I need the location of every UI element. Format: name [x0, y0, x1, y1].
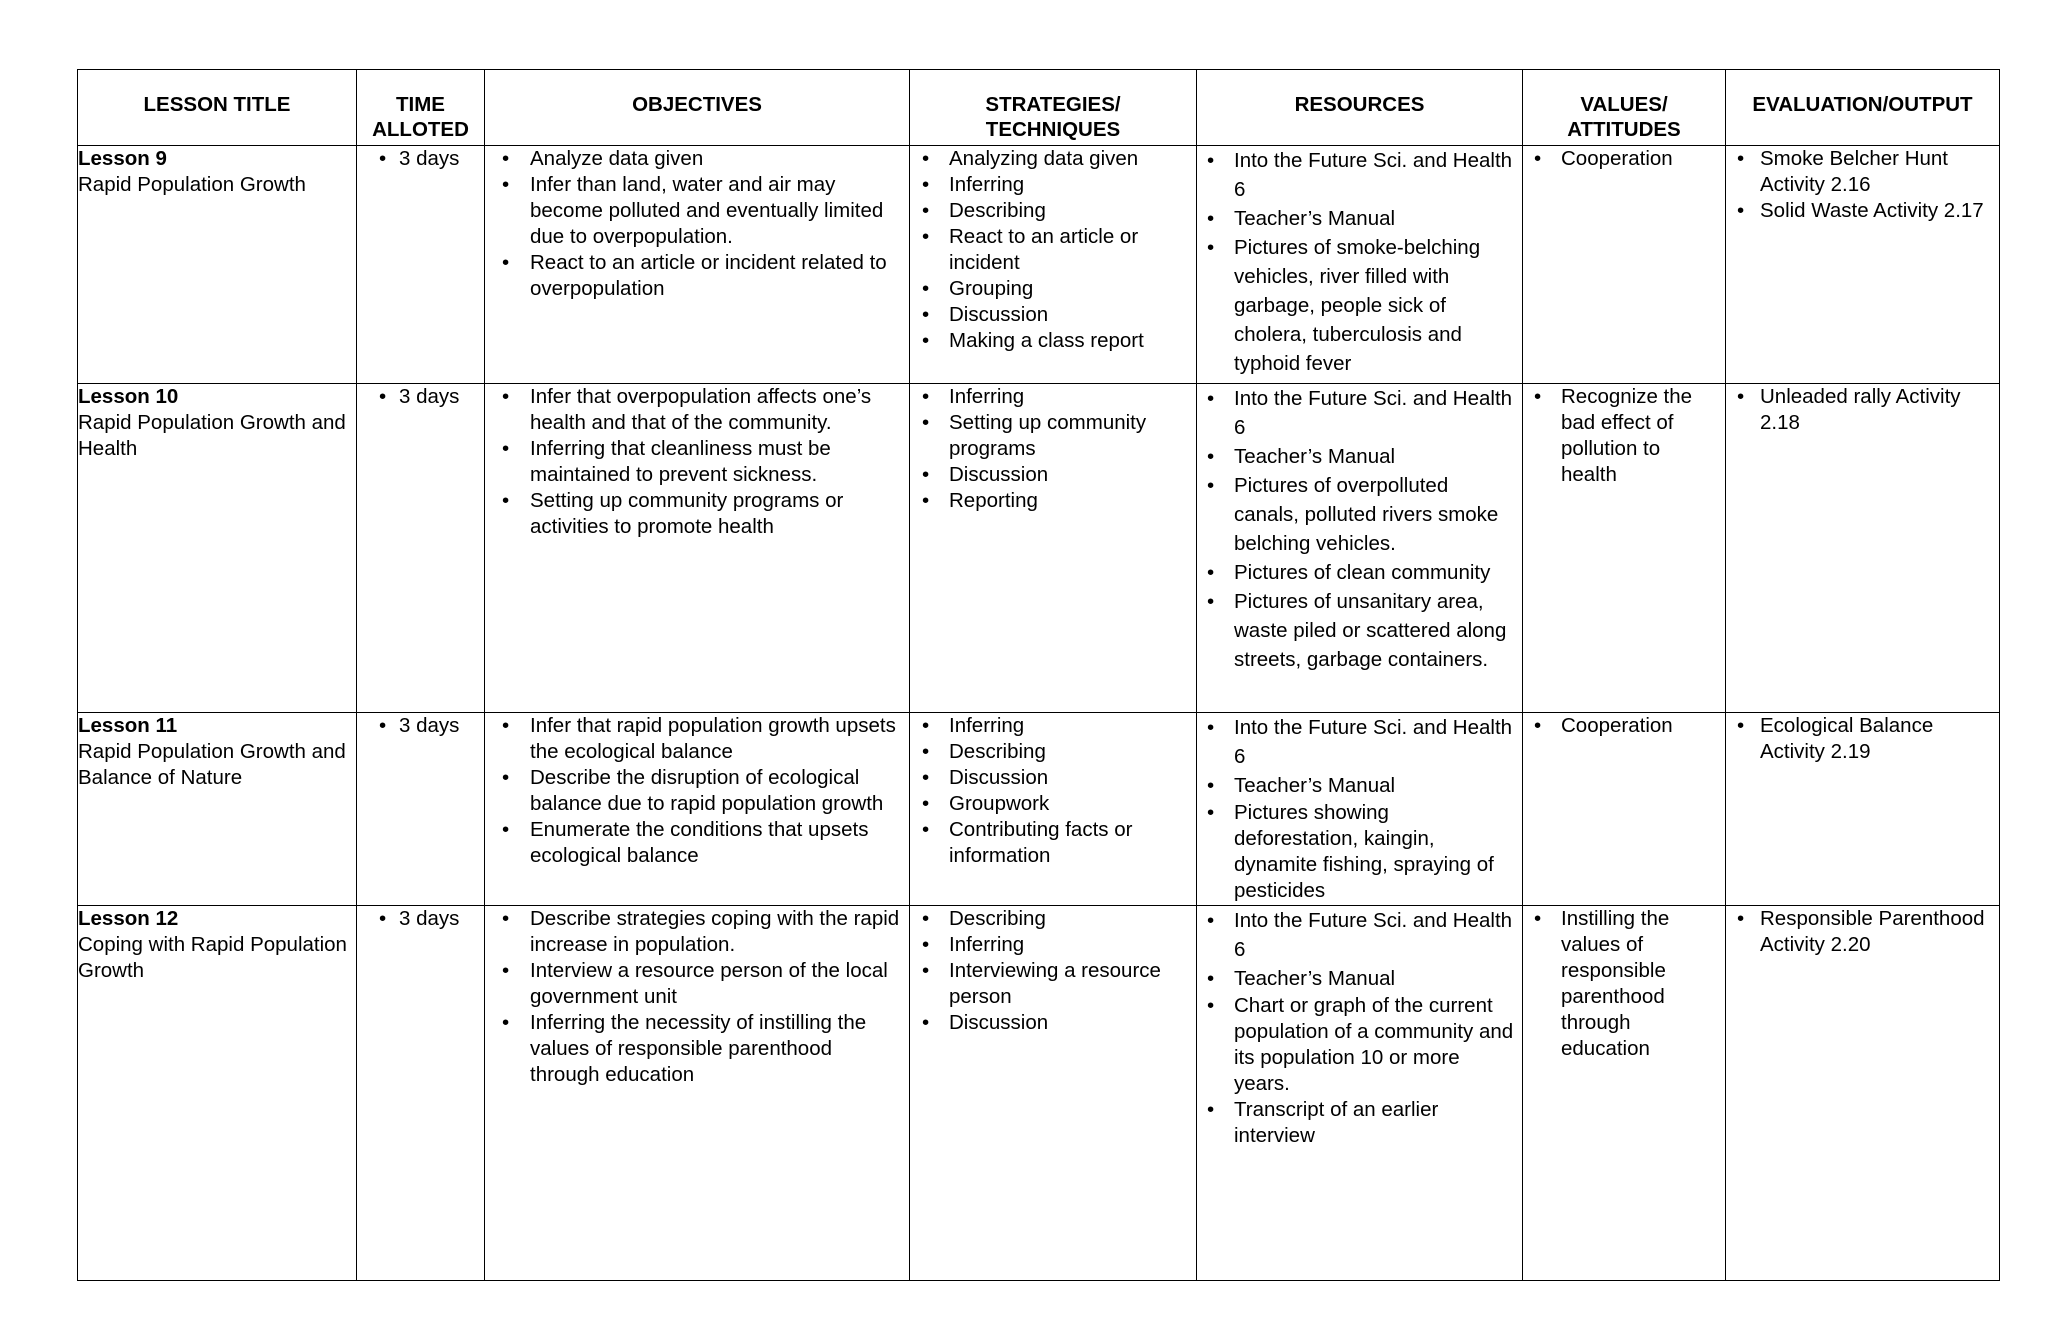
evaluation-cell	[1726, 906, 2000, 1281]
list-item: • Describe strategies coping with the rapid increase in population.	[485, 906, 909, 958]
list-item: • Describing	[910, 198, 1196, 224]
evaluation-cell	[1726, 713, 2000, 906]
strategies-cell	[910, 146, 1197, 384]
list-item: • Teacher’s Manual	[1197, 204, 1522, 233]
header-values: VALUES/ ATTITUDES	[1523, 70, 1726, 146]
list-item: • Responsible Parenthood Activity 2.20	[1726, 906, 1999, 958]
list-item: • Inferring that cleanliness must be maintained to prevent sickness.	[485, 436, 909, 488]
list-item: • React to an article or incident	[910, 224, 1196, 276]
list-item: • 3 days	[357, 146, 484, 172]
list-item: • Making a class report	[910, 328, 1196, 354]
strategies-cell	[910, 384, 1197, 713]
lesson-title-cell	[78, 146, 357, 384]
resources-cell	[1197, 384, 1523, 713]
list-item: • Chart or graph of the current population of a community and its population 10 or more years.	[1197, 993, 1522, 1097]
list-item: • Into the Future Sci. and Health 6	[1197, 384, 1522, 442]
objectives-cell	[485, 384, 910, 713]
time-cell	[357, 906, 485, 1281]
list-item: • Pictures of overpolluted canals, polluted rivers smoke belching vehicles.	[1197, 471, 1522, 558]
objectives-cell	[485, 146, 910, 384]
objectives-cell	[485, 906, 910, 1281]
lesson-name: Rapid Population Growth and Health	[78, 411, 346, 460]
list-item: • 3 days	[357, 713, 484, 739]
list-item: • Pictures of clean community	[1197, 558, 1522, 587]
evaluation-cell	[1726, 384, 2000, 713]
header-objectives: OBJECTIVES	[485, 70, 910, 146]
list-item: • Into the Future Sci. and Health 6	[1197, 146, 1522, 204]
header-time-alloted: TIME ALLOTED	[357, 70, 485, 146]
time-cell	[357, 384, 485, 713]
lesson-name: Coping with Rapid Population Growth	[78, 933, 347, 982]
values-cell	[1523, 146, 1726, 384]
list-item: • Describing	[910, 739, 1196, 765]
list-item: • Grouping	[910, 276, 1196, 302]
list-item: • Teacher’s Manual	[1197, 771, 1522, 800]
list-item: • Describe the disruption of ecological balance due to rapid population growth	[485, 765, 909, 817]
list-item: • Ecological Balance Activity 2.19	[1726, 713, 1999, 765]
list-item: • Inferring	[910, 932, 1196, 958]
list-item: • Reporting	[910, 488, 1196, 514]
list-item: • Infer that rapid population growth upsets the ecological balance	[485, 713, 909, 765]
header-evaluation: EVALUATION/OUTPUT	[1726, 70, 2000, 146]
lesson-name: Rapid Population Growth	[78, 173, 306, 196]
header-lesson-title: LESSON TITLE	[78, 70, 357, 146]
list-item: • 3 days	[357, 384, 484, 410]
list-item: • Infer than land, water and air may become polluted and eventually limited due to overpopulation.	[485, 172, 909, 250]
list-item: • Recognize the bad effect of pollution to health	[1523, 384, 1725, 488]
list-item: • Interviewing a resource person	[910, 958, 1196, 1010]
objectives-cell	[485, 713, 910, 906]
list-item: • Discussion	[910, 765, 1196, 791]
list-item: • Pictures of smoke-belching vehicles, river filled with garbage, people sick of cholera, tuberculosis and typhoid fever	[1197, 233, 1522, 378]
list-item: • Cooperation	[1523, 713, 1725, 739]
table-row	[78, 384, 2000, 713]
table-row	[78, 906, 2000, 1281]
list-item: • Into the Future Sci. and Health 6	[1197, 906, 1522, 964]
list-item: • Setting up community programs or activities to promote health	[485, 488, 909, 540]
list-item: • Inferring the necessity of instilling the values of responsible parenthood through education	[485, 1010, 909, 1088]
header-resources: RESOURCES	[1197, 70, 1523, 146]
lesson-plan-table	[77, 69, 2000, 1281]
lesson-name: Rapid Population Growth and Balance of Nature	[78, 740, 346, 789]
list-item: • Analyze data given	[485, 146, 909, 172]
lesson-number: Lesson 9	[78, 147, 167, 170]
list-item: • Pictures showing deforestation, kaingin, dynamite fishing, spraying of pesticides	[1197, 800, 1522, 904]
list-item: • Enumerate the conditions that upsets ecological balance	[485, 817, 909, 869]
time-cell	[357, 146, 485, 384]
table-row	[78, 713, 2000, 906]
list-item: • Discussion	[910, 462, 1196, 488]
list-item: • Cooperation	[1523, 146, 1725, 172]
header-row	[78, 70, 2000, 146]
header-strategies: STRATEGIES/ TECHNIQUES	[910, 70, 1197, 146]
list-item: • Setting up community programs	[910, 410, 1196, 462]
table-row	[78, 146, 2000, 384]
lesson-title-cell	[78, 906, 357, 1281]
values-cell	[1523, 713, 1726, 906]
resources-cell	[1197, 906, 1523, 1281]
list-item: • React to an article or incident related to overpopulation	[485, 250, 909, 302]
lesson-title-cell	[78, 713, 357, 906]
lesson-number: Lesson 11	[78, 714, 178, 737]
list-item: • Contributing facts or information	[910, 817, 1196, 869]
list-item: • Unleaded rally Activity 2.18	[1726, 384, 1999, 436]
list-item: • Teacher’s Manual	[1197, 964, 1522, 993]
resources-cell	[1197, 713, 1523, 906]
list-item: • Pictures of unsanitary area, waste piled or scattered along streets, garbage containers.	[1197, 587, 1522, 674]
list-item: • Interview a resource person of the local government unit	[485, 958, 909, 1010]
list-item: • Transcript of an earlier interview	[1197, 1097, 1522, 1149]
list-item: • Discussion	[910, 302, 1196, 328]
strategies-cell	[910, 906, 1197, 1281]
list-item: • Groupwork	[910, 791, 1196, 817]
list-item: • 3 days	[357, 906, 484, 932]
list-item: • Infer that overpopulation affects one’s health and that of the community.	[485, 384, 909, 436]
lesson-number: Lesson 10	[78, 385, 179, 408]
evaluation-cell	[1726, 146, 2000, 384]
lesson-number: Lesson 12	[78, 907, 179, 930]
list-item: • Into the Future Sci. and Health 6	[1197, 713, 1522, 771]
time-cell	[357, 713, 485, 906]
values-cell	[1523, 384, 1726, 713]
strategies-cell	[910, 713, 1197, 906]
lesson-title-cell	[78, 384, 357, 713]
list-item: • Smoke Belcher Hunt Activity 2.16	[1726, 146, 1999, 198]
list-item: • Inferring	[910, 172, 1196, 198]
list-item: • Analyzing data given	[910, 146, 1196, 172]
values-cell	[1523, 906, 1726, 1281]
list-item: • Inferring	[910, 713, 1196, 739]
list-item: • Inferring	[910, 384, 1196, 410]
list-item: • Instilling the values of responsible parenthood through education	[1523, 906, 1725, 1062]
list-item: • Teacher’s Manual	[1197, 442, 1522, 471]
list-item: • Solid Waste Activity 2.17	[1726, 198, 1999, 224]
resources-cell	[1197, 146, 1523, 384]
list-item: • Discussion	[910, 1010, 1196, 1036]
list-item: • Describing	[910, 906, 1196, 932]
